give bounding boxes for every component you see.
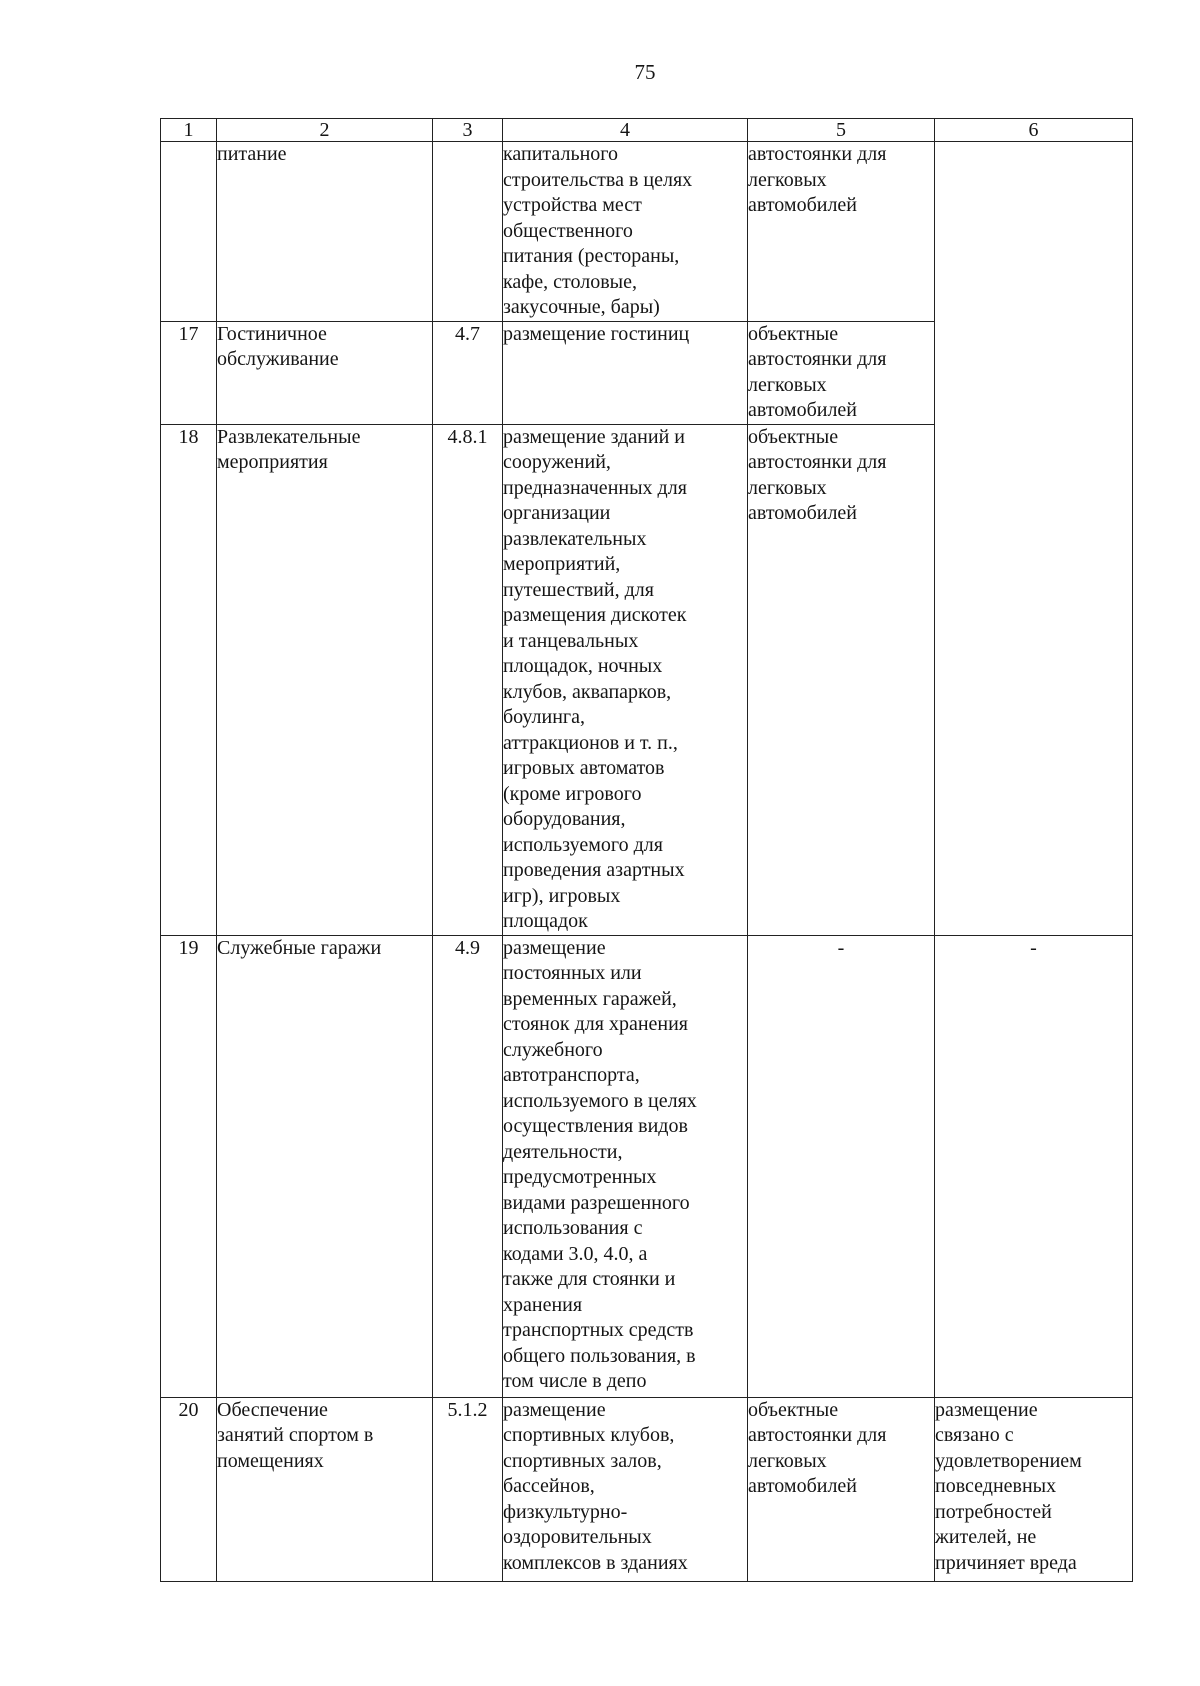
use-name: Гостиничное обслуживание	[217, 322, 339, 370]
table-row	[161, 935, 1133, 1397]
column-header: 3	[433, 119, 503, 142]
parking-requirement: объектные автостоянки для легковых автомобилей	[748, 322, 887, 421]
column-header: 4	[503, 119, 748, 142]
use-description: размещение зданий и сооружений, предназначенных для организации развлекательных мероприятий, путешествий, для размещения дискотек и танцевальных площадок, ночных клубов, аквапарков, боулинга, аттракционов и т. п., игровых автоматов (кроме игрового оборудования, используемого для проведения азартных игр), игровых площадок	[503, 425, 687, 932]
use-code: 4.7	[433, 321, 503, 424]
note-cell	[935, 142, 1133, 936]
row-number: 18	[161, 424, 217, 935]
use-description: размещение гостиниц	[503, 322, 690, 345]
row-number	[161, 142, 217, 322]
use-name: Обеспечение занятий спортом в помещениях	[217, 1398, 374, 1472]
row-number: 17	[161, 321, 217, 424]
use-description: размещение постоянных или временных гаражей, стоянок для хранения служебного автотранспорта, используемого в целях осуществления видов деятельности, предусмотренных видами разрешенного использования с кодами 3.0, 4.0, а также для стоянки и хранения транспортных средств общего пользования, в том числе в депо	[503, 936, 697, 1392]
parking-requirement: объектные автостоянки для легковых автомобилей	[748, 1398, 887, 1497]
use-description: размещение спортивных клубов, спортивных залов, бассейнов, физкультурно- оздоровительных комплексов в зданиях	[503, 1398, 688, 1574]
use-name: Служебные гаражи	[217, 936, 382, 959]
use-code: 4.9	[433, 935, 503, 1397]
note: размещение связано с удовлетворением повседневных потребностей жителей, не причиняет вреда	[935, 1398, 1082, 1574]
row-number: 19	[161, 935, 217, 1397]
parking-requirement: -	[748, 935, 935, 1397]
note: -	[935, 935, 1133, 1397]
table-row	[161, 142, 1133, 322]
use-description: капитального строительства в целях устройства мест общественного питания (рестораны, кафе, столовые, закусочные, бары)	[503, 143, 693, 318]
row-number: 20	[161, 1397, 217, 1581]
table-header-row	[161, 119, 1133, 142]
table-row	[161, 1397, 1133, 1581]
parking-requirement: автостоянки для легковых автомобилей	[748, 143, 887, 216]
column-header: 6	[935, 119, 1133, 142]
page-number: 75	[634, 60, 656, 84]
use-name: Развлекательные мероприятия	[217, 425, 361, 473]
use-code: 5.1.2	[433, 1397, 503, 1581]
use-code	[433, 142, 503, 322]
column-header: 5	[748, 119, 935, 142]
column-header: 1	[161, 119, 217, 142]
use-name: питание	[217, 143, 287, 165]
use-code: 4.8.1	[433, 424, 503, 935]
parking-requirement: объектные автостоянки для легковых автомобилей	[748, 425, 887, 524]
land-use-table	[160, 118, 1133, 1582]
column-header: 2	[217, 119, 433, 142]
